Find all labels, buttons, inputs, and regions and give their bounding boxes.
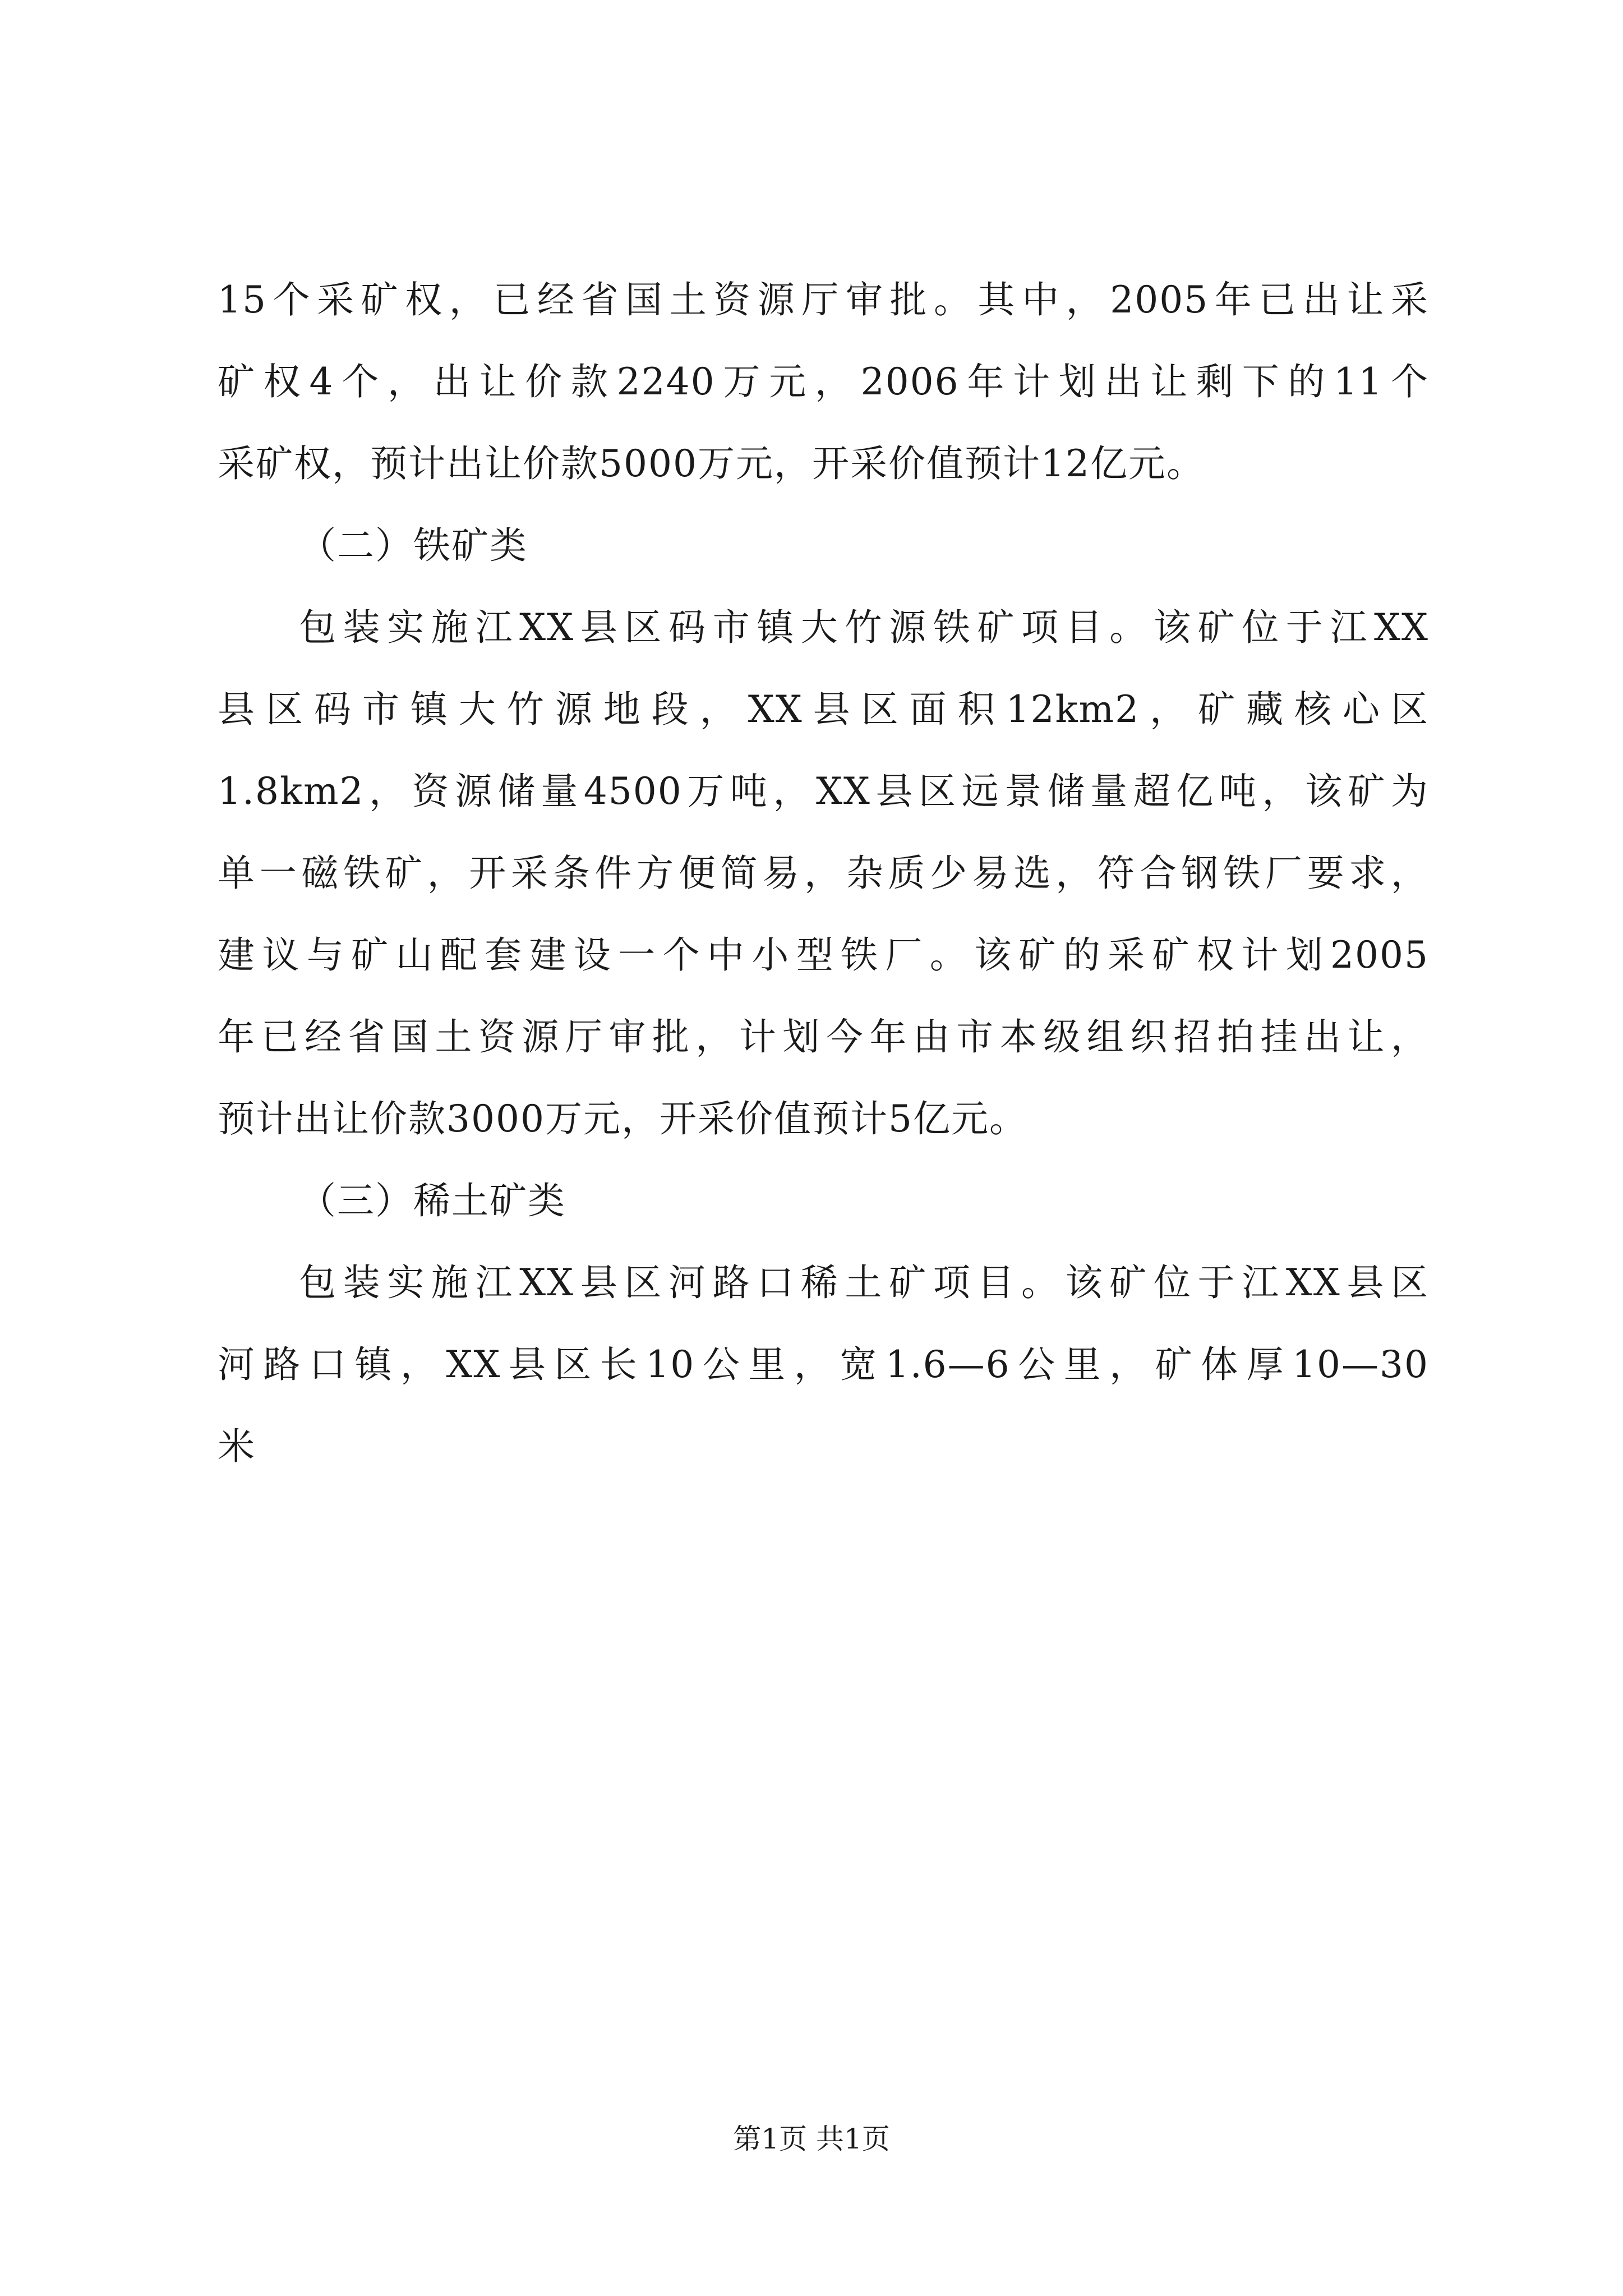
text-line: 建议与矿山配套建设一个中小型铁厂。该矿的采矿权计划2005 [218, 933, 1429, 977]
text-line: 15个采矿权，已经省国土资源厅审批。其中，2005年已出让采 [218, 278, 1429, 321]
text-line: 预计出让价款3000万元，开采价值预计5亿元。 [218, 1097, 1027, 1140]
text-line: 矿权4个，出让价款2240万元，2006年计划出让剩下的11个 [218, 360, 1429, 403]
text-line: 1.8km2，资源储量4500万吨，XX县区远景储量超亿吨，该矿为 [218, 770, 1429, 813]
text-line: 年已经省国土资源厅审批，计划今年由市本级组织招拍挂出让， [218, 1015, 1429, 1059]
text-line: 河路口镇，XX县区长10公里，宽1.6—6公里，矿体厚10—30 [218, 1343, 1429, 1386]
text-line: 县区码市镇大竹源地段，XX县区面积12km2，矿藏核心区 [218, 688, 1429, 731]
text-line: 包装实施江XX县区河路口稀土矿项目。该矿位于江XX县区 [299, 1261, 1429, 1304]
text-line: 采矿权，预计出让价款5000万元，开采价值预计12亿元。 [218, 442, 1205, 485]
text-line: 单一磁铁矿，开采条件方便简易，杂质少易选，符合钢铁厂要求， [218, 852, 1429, 895]
text-line: 包装实施江XX县区码市镇大竹源铁矿项目。该矿位于江XX [299, 606, 1429, 649]
document-body [218, 259, 1429, 1488]
section-heading-iron-ore: （二）铁矿类 [299, 524, 528, 567]
page-number-footer: 第1页 共1页 [733, 2123, 890, 2155]
section-heading-rare-earth: （三）稀土矿类 [299, 1179, 566, 1222]
text-line: 米 [218, 1425, 256, 1468]
